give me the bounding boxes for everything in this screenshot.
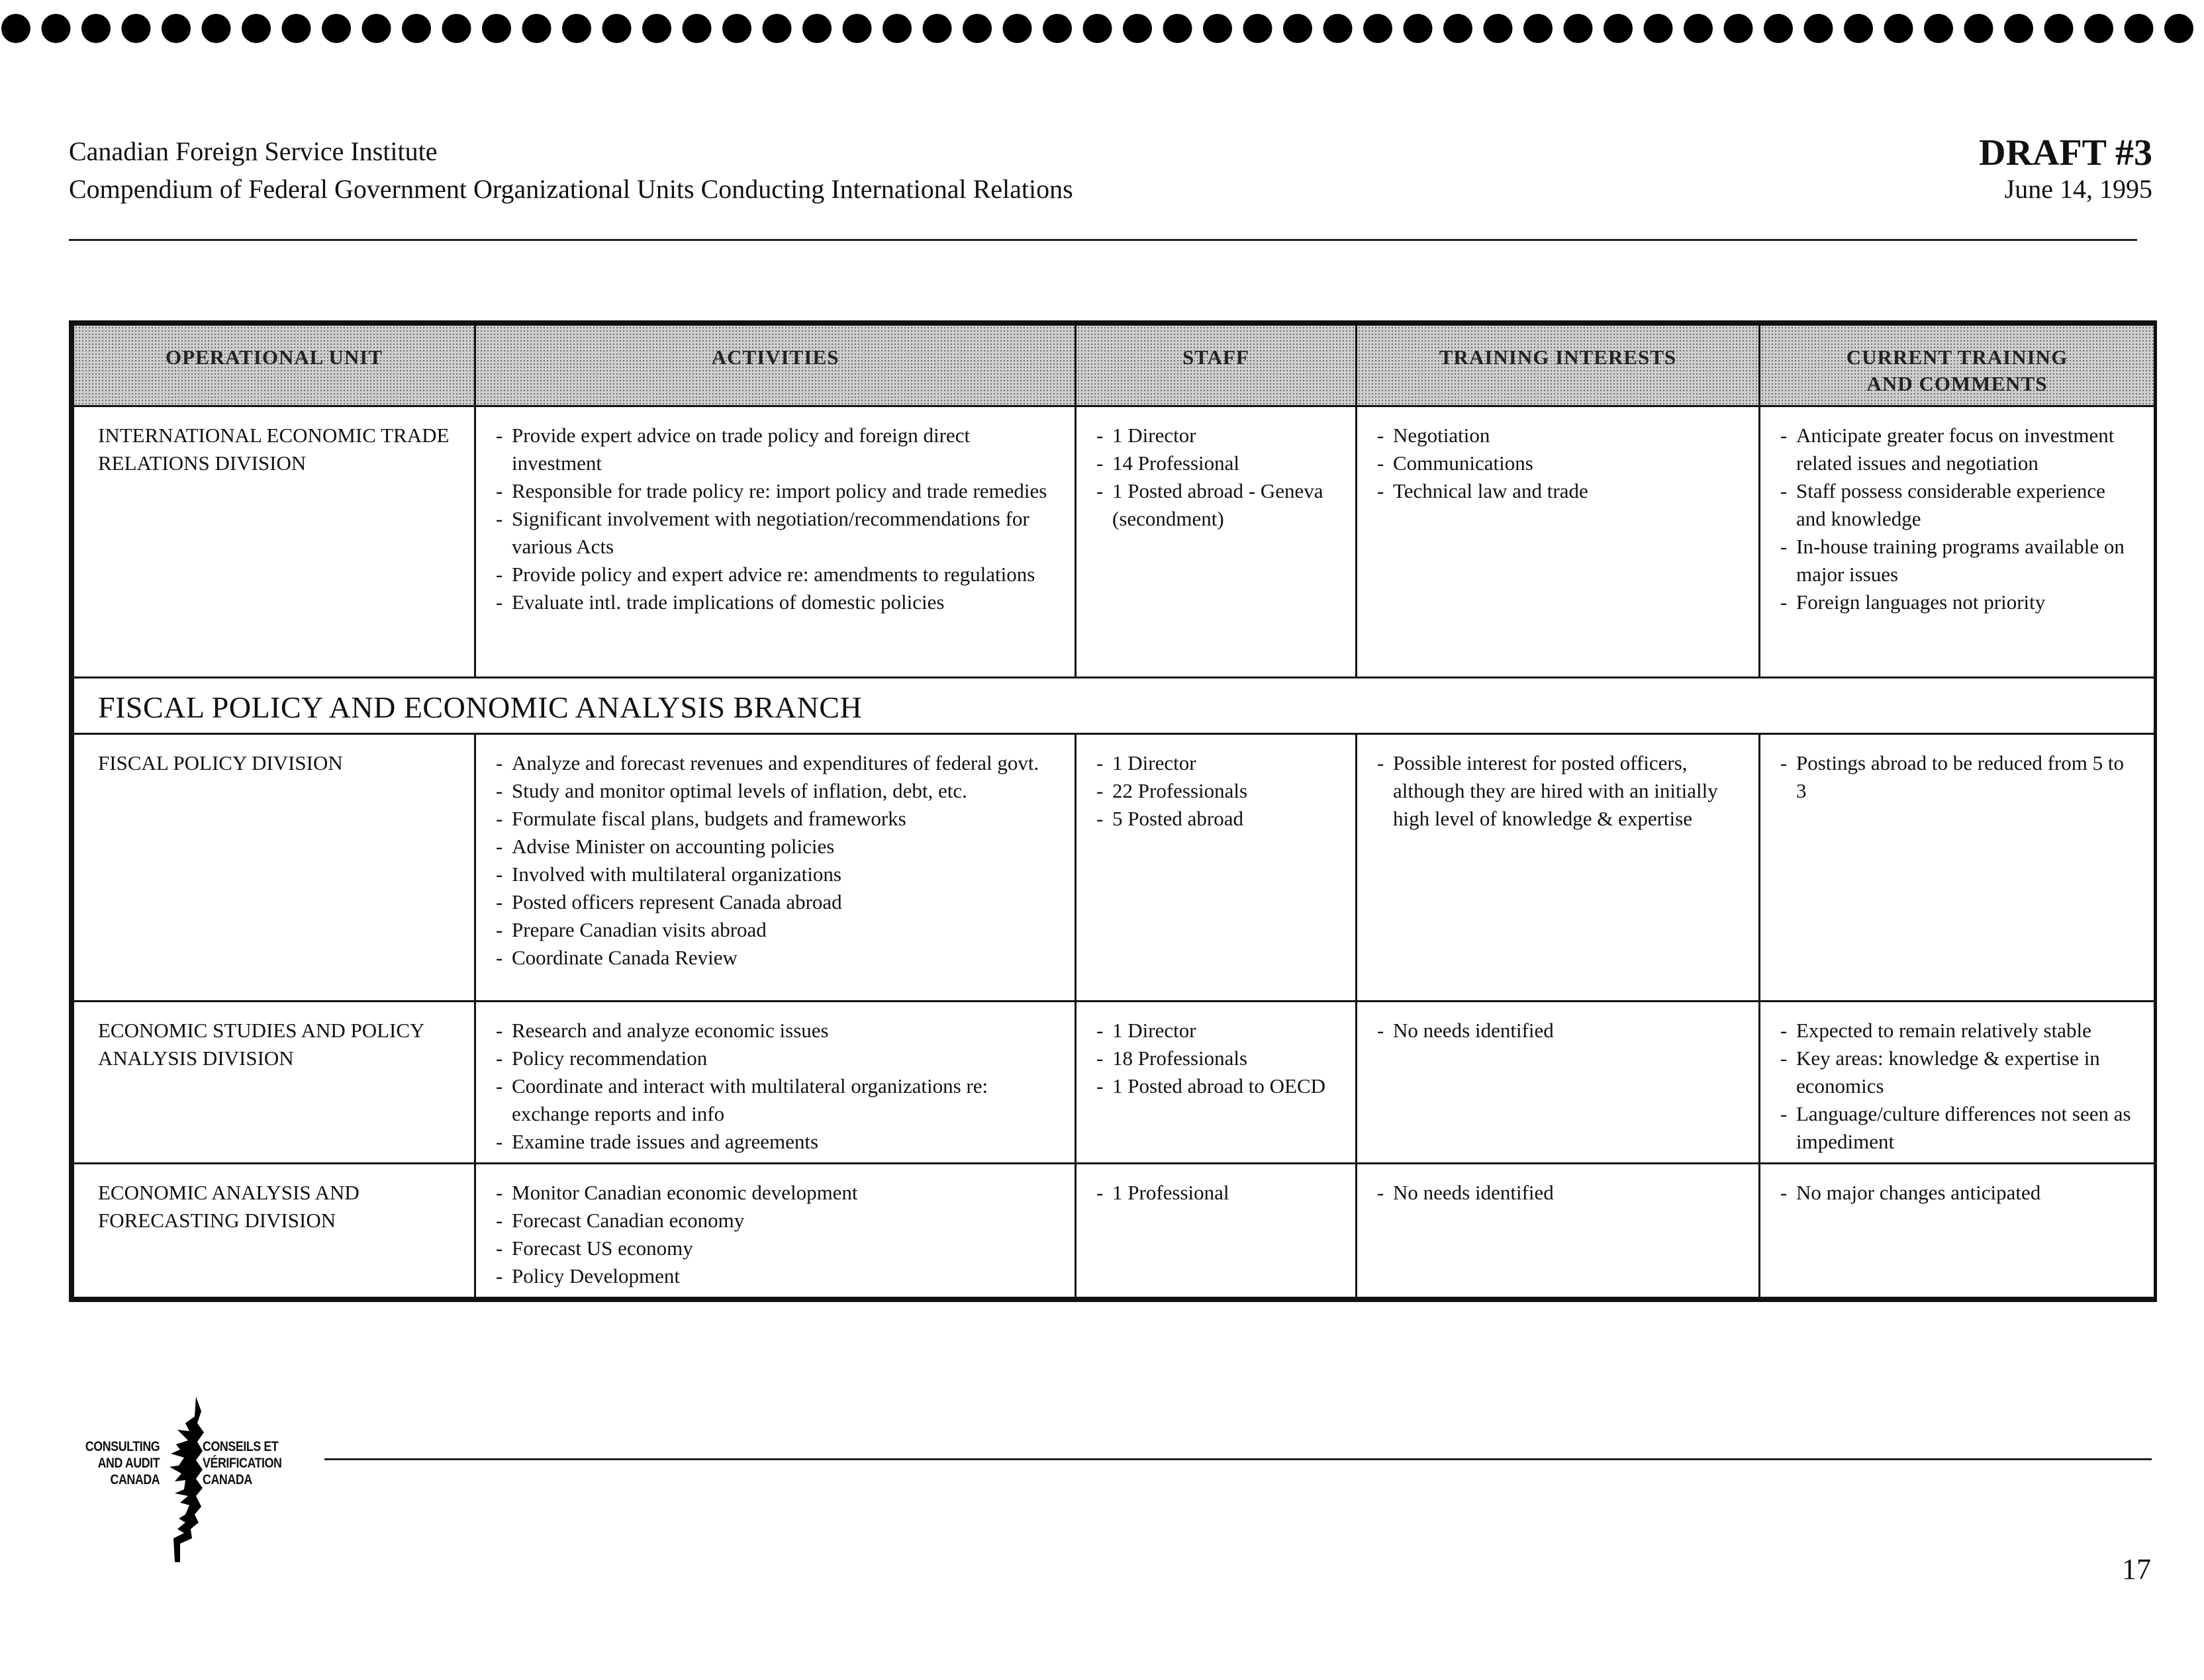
branch-heading: FISCAL POLICY AND ECONOMIC ANALYSIS BRANCH — [73, 678, 2155, 734]
column-header-staff: STAFF — [1076, 325, 1357, 406]
binder-hole — [1924, 14, 1953, 43]
binder-hole — [1003, 14, 1032, 43]
list-item: - In-house training programs available on major issues — [1780, 533, 2135, 588]
list-item: - Coordinate and interact with multilateral organizations re: exchange reports and info — [496, 1072, 1056, 1128]
binder-hole — [442, 14, 471, 43]
binder-hole — [522, 14, 551, 43]
footer-divider — [324, 1458, 2152, 1460]
binder-hole — [81, 14, 111, 43]
table-row — [73, 406, 2155, 678]
binder-hole — [2164, 14, 2193, 43]
document-title: Compendium of Federal Government Organizational Units Conducting International Relations — [69, 174, 1073, 204]
binder-hole — [1123, 14, 1152, 43]
binder-hole — [322, 14, 351, 43]
bullet-list — [1377, 1179, 1740, 1207]
section-heading-row — [73, 678, 2155, 734]
binder-hole — [482, 14, 511, 43]
unit-name: INTERNATIONAL ECONOMIC TRADE RELATIONS DIVISION — [73, 406, 475, 678]
binder-hole — [1323, 14, 1353, 43]
list-item: - Policy recommendation — [496, 1045, 1056, 1072]
binder-hole — [642, 14, 671, 43]
list-item: - Forecast US economy — [496, 1235, 1056, 1262]
bullet-list — [1780, 422, 2135, 616]
binder-hole — [362, 14, 391, 43]
staff-cell — [1076, 734, 1357, 1002]
list-item: - No needs identified — [1377, 1179, 1740, 1207]
list-item: - Provide policy and expert advice re: amendments to regulations — [496, 561, 1056, 588]
bullet-list — [1780, 749, 2135, 805]
bullet-list — [1780, 1179, 2135, 1207]
list-item: - Postings abroad to be reduced from 5 to 3 — [1780, 749, 2135, 805]
list-item: - Policy Development — [496, 1262, 1056, 1290]
list-item: - Monitor Canadian economic development — [496, 1179, 1056, 1207]
table-row — [73, 1164, 2155, 1298]
column-header-current-training-comments: CURRENT TRAINING AND COMMENTS — [1760, 325, 2155, 406]
list-item: - Communications — [1377, 449, 1740, 477]
bullet-list — [496, 422, 1056, 616]
list-item: - Responsible for trade policy re: import policy and trade remedies — [496, 477, 1056, 505]
binder-hole — [1443, 14, 1472, 43]
binder-hole — [42, 14, 71, 43]
activities-cell — [475, 1002, 1076, 1164]
list-item: - No major changes anticipated — [1780, 1179, 2135, 1207]
staff-cell — [1076, 1002, 1357, 1164]
binder-hole — [1163, 14, 1192, 43]
column-header-training-interests: TRAINING INTERESTS — [1357, 325, 1760, 406]
consulting-audit-canada-logo — [83, 1397, 295, 1562]
bullet-list — [1780, 1017, 2135, 1156]
list-item: - Examine trade issues and agreements — [496, 1128, 1056, 1156]
table-row — [73, 734, 2155, 1002]
list-item: - Foreign languages not priority — [1780, 588, 2135, 616]
header-divider — [69, 239, 2137, 241]
activities-cell — [475, 1164, 1076, 1298]
bullet-list — [1096, 422, 1337, 533]
binder-hole — [722, 14, 751, 43]
binder-hole — [1644, 14, 1673, 43]
list-item: - Language/culture differences not seen as impediment — [1780, 1100, 2135, 1156]
binder-hole — [683, 14, 712, 43]
binder-hole — [763, 14, 792, 43]
list-item: - Advise Minister on accounting policies — [496, 833, 1056, 861]
binder-hole — [1604, 14, 1633, 43]
comments-cell — [1760, 406, 2155, 678]
training-interests-cell — [1357, 734, 1760, 1002]
binder-hole — [1283, 14, 1312, 43]
comments-cell — [1760, 734, 2155, 1002]
binder-hole — [242, 14, 271, 43]
binder-hole — [1804, 14, 1833, 43]
table-header-row — [73, 325, 2155, 406]
page-number: 17 — [2122, 1553, 2151, 1585]
staff-cell — [1076, 406, 1357, 678]
list-item: - Significant involvement with negotiation/recommendations for various Acts — [496, 505, 1056, 561]
binder-hole — [162, 14, 191, 43]
list-item: - Formulate fiscal plans, budgets and frameworks — [496, 805, 1056, 833]
list-item: - 1 Director — [1096, 422, 1337, 449]
binder-hole — [802, 14, 832, 43]
list-item: - Involved with multilateral organizations — [496, 861, 1056, 888]
list-item: - No needs identified — [1377, 1017, 1740, 1045]
binder-hole — [402, 14, 431, 43]
binder-hole — [923, 14, 952, 43]
binder-hole — [1724, 14, 1753, 43]
list-item: - Evaluate intl. trade implications of domestic policies — [496, 588, 1056, 616]
list-item: - Study and monitor optimal levels of inflation, debt, etc. — [496, 777, 1056, 805]
list-item: - Anticipate greater focus on investment related issues and negotiation — [1780, 422, 2135, 477]
training-interests-cell — [1357, 1002, 1760, 1164]
binder-hole — [883, 14, 912, 43]
binder-hole — [1964, 14, 1993, 43]
logo-text-french: CONSEILS ET VÉRIFICATION CANADA — [203, 1439, 282, 1487]
binder-hole — [1243, 14, 1272, 43]
binder-hole — [2125, 14, 2154, 43]
bullet-list — [496, 749, 1056, 972]
binder-hole — [562, 14, 591, 43]
bullet-list — [1096, 749, 1337, 833]
list-item: - Possible interest for posted officers, although they are hired with an initially high level of knowledge & expertise — [1377, 749, 1740, 833]
list-item: - Key areas: knowledge & expertise in economics — [1780, 1045, 2135, 1100]
list-item: - 1 Director — [1096, 1017, 1337, 1045]
unit-name: ECONOMIC STUDIES AND POLICY ANALYSIS DIVISION — [73, 1002, 475, 1164]
binder-hole — [1844, 14, 1873, 43]
binder-hole — [1043, 14, 1072, 43]
list-item: - Negotiation — [1377, 422, 1740, 449]
binder-hole — [282, 14, 311, 43]
binder-hole — [843, 14, 872, 43]
binder-hole — [1884, 14, 1913, 43]
organizational-units-table — [69, 320, 2157, 1302]
binder-hole — [1083, 14, 1112, 43]
binder-hole — [2044, 14, 2074, 43]
list-item: - 1 Professional — [1096, 1179, 1337, 1207]
bullet-list — [1096, 1179, 1337, 1207]
binder-hole — [2004, 14, 2033, 43]
table-row — [73, 1002, 2155, 1164]
binder-hole — [1764, 14, 1793, 43]
list-item: - Staff possess considerable experience and knowledge — [1780, 477, 2135, 533]
binder-hole — [202, 14, 231, 43]
bullet-list — [496, 1179, 1056, 1290]
bullet-list — [496, 1017, 1056, 1156]
binder-hole — [1404, 14, 1433, 43]
list-item: - 18 Professionals — [1096, 1045, 1337, 1072]
binder-hole — [1564, 14, 1593, 43]
staff-cell — [1076, 1164, 1357, 1298]
list-item: - 1 Posted abroad - Geneva (secondment) — [1096, 477, 1337, 533]
bullet-list — [1377, 749, 1740, 833]
list-item: - Research and analyze economic issues — [496, 1017, 1056, 1045]
list-item: - Expected to remain relatively stable — [1780, 1017, 2135, 1045]
binder-hole — [1684, 14, 1713, 43]
list-item: - Analyze and forecast revenues and expenditures of federal govt. — [496, 749, 1056, 777]
column-header-operational-unit: OPERATIONAL UNIT — [73, 325, 475, 406]
list-item: - Posted officers represent Canada abroad — [496, 888, 1056, 916]
binder-hole — [1363, 14, 1392, 43]
activities-cell — [475, 406, 1076, 678]
unit-name: FISCAL POLICY DIVISION — [73, 734, 475, 1002]
activities-cell — [475, 734, 1076, 1002]
binder-hole — [1484, 14, 1513, 43]
training-interests-cell — [1357, 406, 1760, 678]
bullet-list — [1377, 422, 1740, 505]
binder-hole — [2084, 14, 2113, 43]
binder-hole — [963, 14, 992, 43]
logo-text-english: CONSULTING AND AUDIT CANADA — [85, 1439, 160, 1487]
maple-leaf-icon — [166, 1397, 205, 1562]
comments-cell — [1760, 1002, 2155, 1164]
binder-holes-strip — [0, 11, 2204, 46]
list-item: - 22 Professionals — [1096, 777, 1337, 805]
list-item: - Forecast Canadian economy — [496, 1207, 1056, 1235]
list-item: - 14 Professional — [1096, 449, 1337, 477]
draft-label: DRAFT #3 — [1979, 132, 2152, 173]
column-header-activities: ACTIVITIES — [475, 325, 1076, 406]
list-item: - Provide expert advice on trade policy and foreign direct investment — [496, 422, 1056, 477]
list-item: - Technical law and trade — [1377, 477, 1740, 505]
organization-name: Canadian Foreign Service Institute — [69, 136, 438, 166]
comments-cell — [1760, 1164, 2155, 1298]
list-item: - Prepare Canadian visits abroad — [496, 916, 1056, 944]
document-date: June 14, 1995 — [2004, 174, 2152, 204]
binder-hole — [1, 14, 30, 43]
binder-hole — [1203, 14, 1232, 43]
bullet-list — [1096, 1017, 1337, 1100]
list-item: - 1 Posted abroad to OECD — [1096, 1072, 1337, 1100]
unit-name: ECONOMIC ANALYSIS AND FORECASTING DIVISION — [73, 1164, 475, 1298]
binder-hole — [602, 14, 632, 43]
binder-hole — [122, 14, 151, 43]
list-item: - 5 Posted abroad — [1096, 805, 1337, 833]
binder-hole — [1523, 14, 1553, 43]
list-item: - 1 Director — [1096, 749, 1337, 777]
training-interests-cell — [1357, 1164, 1760, 1298]
bullet-list — [1377, 1017, 1740, 1045]
list-item: - Coordinate Canada Review — [496, 944, 1056, 972]
